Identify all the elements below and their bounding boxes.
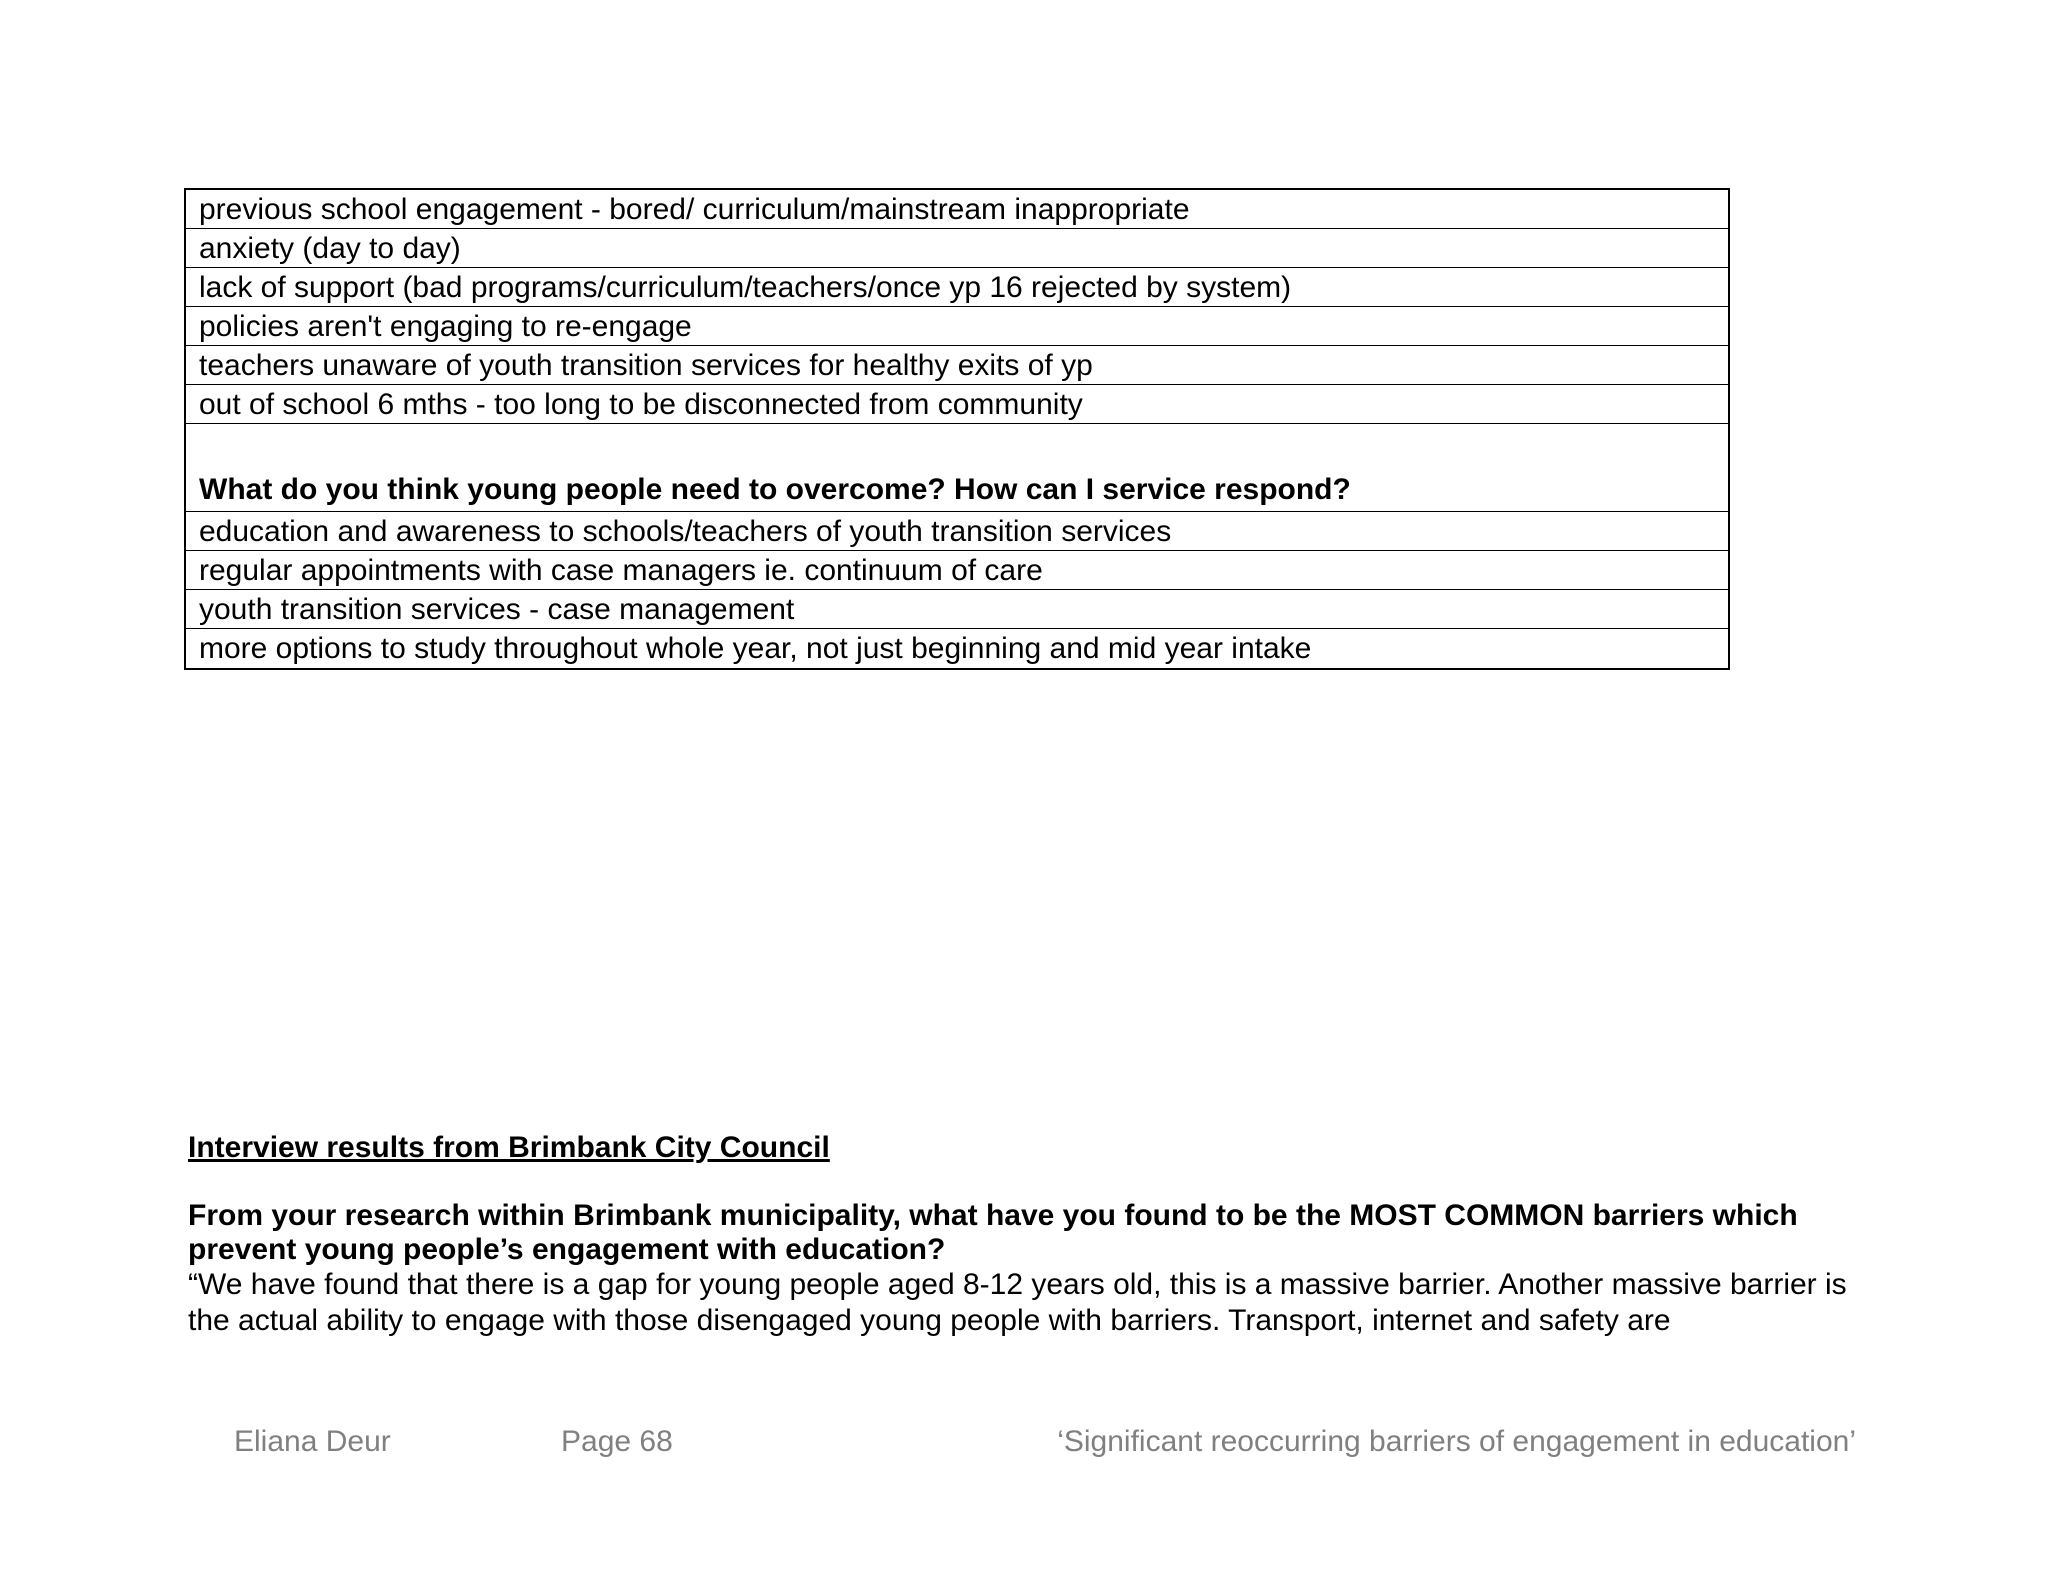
responses-table (184, 188, 1730, 670)
table-row: more options to study throughout whole year, not just beginning and mid year intake (199, 632, 1312, 665)
table-row: policies aren't engaging to re-engage (186, 307, 1728, 346)
table-row: education and awareness to schools/teachers of youth transition services (186, 512, 1728, 551)
footer-document-title: ‘Significant reoccurring barriers of engagement in education’ (1057, 1425, 1856, 1458)
interview-section (188, 1128, 1888, 1339)
interview-answer: “We have found that there is a gap for young people aged 8-12 years old, this is a massive barrier. Another massive barrier is the actual ability to engage with those disengaged young people with barriers. Transport, internet and safety are (188, 1268, 1847, 1337)
interview-heading: Interview results from Brimbank City Council (188, 1131, 830, 1164)
table-row: regular appointments with case managers ie. continuum of care (186, 551, 1728, 590)
table-row: anxiety (day to day) (186, 229, 1728, 268)
interview-question: From your research within Brimbank municipality, what have you found to be the MOST COMMON barriers which prevent young people’s engagement with education? (188, 1199, 1798, 1266)
table-row: lack of support (bad programs/curriculum/teachers/once yp 16 rejected by system) (186, 268, 1728, 307)
footer-author: Eliana Deur (234, 1425, 391, 1458)
table-row: out of school 6 mths - too long to be disconnected from community (186, 385, 1728, 424)
footer-page-number: Page 68 (561, 1425, 673, 1458)
table-question-row: What do you think young people need to overcome? How can I service respond? (186, 424, 1728, 512)
table-row: youth transition services - case management (186, 590, 1728, 629)
table-row: teachers unaware of youth transition services for healthy exits of yp (186, 346, 1728, 385)
table-row: previous school engagement - bored/ curriculum/mainstream inappropriate (186, 190, 1728, 229)
